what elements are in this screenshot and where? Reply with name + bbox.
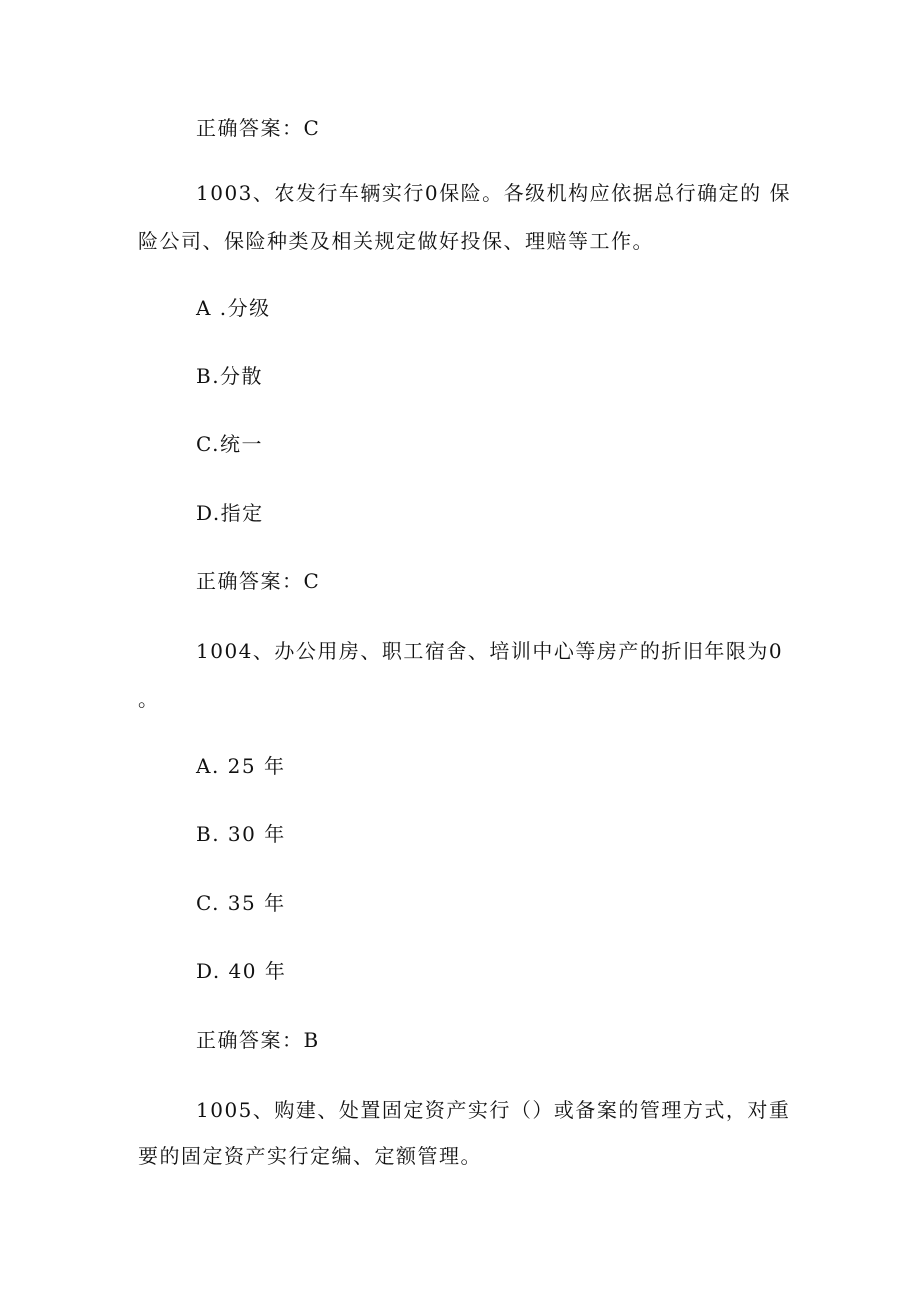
option-b: B.分散 bbox=[196, 364, 264, 388]
option-b: B. 30 年 bbox=[196, 822, 286, 846]
answer-line: 正确答案：B bbox=[196, 1028, 320, 1052]
question-1004-line-2: 。 bbox=[138, 687, 160, 711]
option-c: C.统一 bbox=[196, 432, 263, 456]
question-1003-line-2: 险公司、保险种类及相关规定做好投保、理赔等工作。 bbox=[138, 229, 654, 253]
option-a: A. 25 年 bbox=[196, 754, 286, 778]
question-1005-line-2: 要的固定资产实行定编、定额管理。 bbox=[138, 1144, 482, 1168]
option-c: C. 35 年 bbox=[196, 891, 286, 915]
option-d: D.指定 bbox=[196, 501, 264, 525]
option-a: A .分级 bbox=[196, 296, 271, 320]
question-1003-line-1: 1003、农发行车辆实行0保险。各级机构应依据总行确定的 保 bbox=[196, 181, 791, 205]
option-d: D. 40 年 bbox=[196, 959, 287, 983]
question-1005-line-1: 1005、购建、处置固定资产实行（）或备案的管理方式，对重 bbox=[196, 1098, 791, 1122]
answer-line: 正确答案：C bbox=[196, 569, 321, 593]
question-1004-line-1: 1004、办公用房、职工宿舍、培训中心等房产的折旧年限为0 bbox=[196, 639, 784, 663]
answer-line: 正确答案：C bbox=[196, 116, 321, 140]
